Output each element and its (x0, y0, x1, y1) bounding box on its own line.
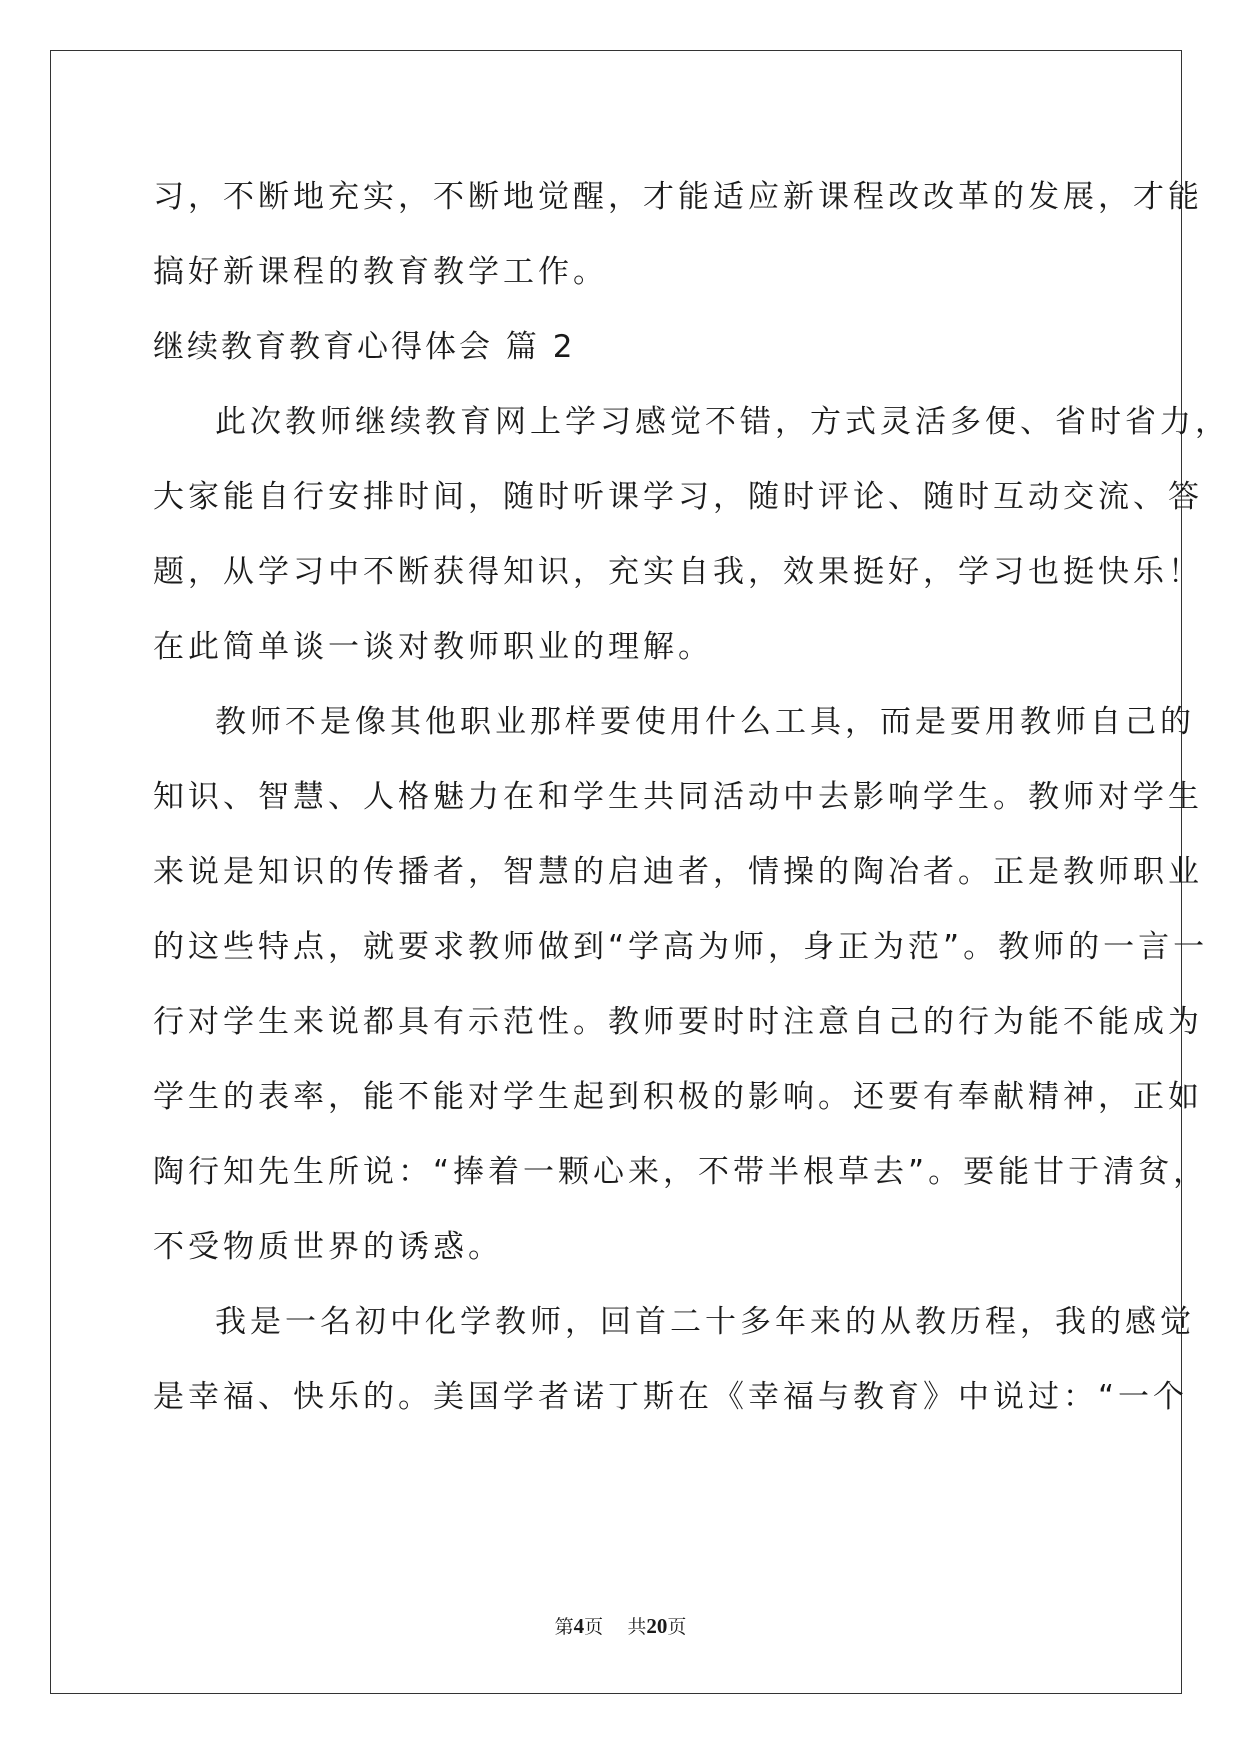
document-body (153, 160, 1230, 1435)
paragraph-start-line: 此次教师继续教育网上学习感觉不错，方式灵活多便、省时省力， (215, 404, 1230, 440)
text-line: 不受物质世界的诱惑。 (153, 1229, 503, 1265)
text-line: 习，不断地充实，不断地觉醒，才能适应新课程改改革的发展，才能 (153, 179, 1203, 215)
section-heading: 继续教育教育心得体会 篇 2 (153, 329, 576, 365)
text-line: 知识、智慧、人格魅力在和学生共同活动中去影响学生。教师对学生 (153, 779, 1203, 815)
current-page-number: 4 (573, 1614, 585, 1638)
text-line: 题，从学习中不断获得知识，充实自我，效果挺好，学习也挺快乐！ (153, 554, 1203, 590)
text-line: 学生的表率，能不能对学生起到积极的影响。还要有奉献精神，正如 (153, 1079, 1203, 1115)
page-footer (0, 1612, 1241, 1639)
paragraph-start-line: 教师不是像其他职业那样要使用什么工具，而是要用教师自己的 (215, 704, 1195, 740)
text-line: 搞好新课程的教育教学工作。 (153, 254, 608, 290)
text-line: 是幸福、快乐的。美国学者诺丁斯在《幸福与教育》中说过：“一个 (153, 1379, 1189, 1415)
text-line: 行对学生来说都具有示范性。教师要时时注意自己的行为能不能成为 (153, 1004, 1203, 1040)
footer-prefix: 第 (554, 1616, 574, 1638)
text-line: 的这些特点，就要求教师做到“学高为师，身正为范”。教师的一言一 (153, 929, 1209, 965)
paragraph-start-line: 我是一名初中化学教师，回首二十多年来的从教历程，我的感觉 (215, 1304, 1195, 1340)
total-page-count: 20 (646, 1614, 668, 1638)
footer-total-suffix: 页 (667, 1616, 687, 1638)
text-line: 陶行知先生所说：“捧着一颗心来，不带半根草去”。要能甘于清贫， (153, 1154, 1209, 1190)
text-line: 在此简单谈一谈对教师职业的理解。 (153, 629, 713, 665)
footer-total-prefix: 共 (627, 1616, 647, 1638)
text-line: 来说是知识的传播者，智慧的启迪者，情操的陶冶者。正是教师职业 (153, 854, 1203, 890)
text-line: 大家能自行安排时间，随时听课学习，随时评论、随时互动交流、答 (153, 479, 1203, 515)
footer-page-suffix: 页 (584, 1616, 604, 1638)
